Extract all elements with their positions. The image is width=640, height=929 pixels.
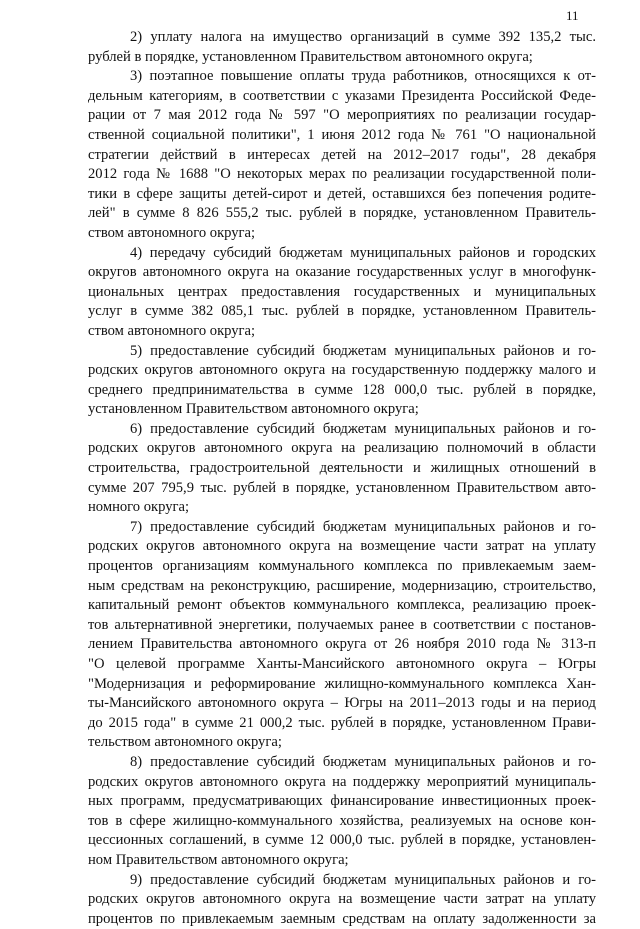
text-line: ственной социальной политики", 1 июня 2012 года № 761 "О национальной — [88, 126, 596, 143]
text-line: 6) предоставление субсидий бюджетам муниципальных районов и го- — [130, 420, 596, 437]
text-line: тов альтернативной энергетики, получаемых ранее в соответствии с постанов- — [88, 616, 596, 633]
text-line: процентов по привлекаемым заемным средствам на оплату задолженности за — [88, 910, 596, 927]
text-line: процентов организациям коммунального комплекса по привлекаемым заем- — [88, 558, 596, 575]
text-line: лением Правительства автономного округа от 26 ноября 2010 года № 313-п — [88, 636, 596, 653]
text-line: до 2015 года" в сумме 21 000,2 тыс. рублей в порядке, установленном Прави- — [88, 714, 596, 731]
text-line: ном Правительством автономного округа; — [88, 851, 349, 868]
text-line: тики в сфере защиты детей-сирот и детей, оставшихся без попечения родите- — [88, 185, 596, 202]
text-line: родских округов автономного округа на реализацию полномочий в области — [88, 440, 596, 457]
text-line: 3) поэтапное повышение оплаты труда работников, относящихся к от- — [130, 68, 596, 85]
text-line: родских округов автономного округа на возмещение части затрат на уплату — [88, 891, 596, 908]
text-line: ты-Мансийского автономного округа – Югры на 2011–2013 годы и на период — [88, 695, 596, 712]
text-line: родских округов автономного округа на поддержку мероприятий муниципаль- — [88, 773, 596, 790]
page-number: 11 — [566, 8, 579, 23]
text-line: родских округов автономного округа на возмещение части затрат на уплату — [88, 538, 596, 555]
text-line: 8) предоставление субсидий бюджетам муниципальных районов и го- — [130, 753, 596, 770]
text-line: тов в сфере жилищно-коммунального хозяйства, реализуемых на основе кон- — [88, 812, 596, 829]
text-line: родских округов автономного округа на государственную поддержку малого и — [88, 362, 596, 379]
text-line: услуг в сумме 382 085,1 тыс. рублей в порядке, установленном Правитель- — [88, 303, 596, 320]
document-body — [88, 28, 596, 929]
text-line: округов автономного округа на оказание государственных услуг в многофунк- — [88, 264, 596, 281]
text-line: "О целевой программе Ханты-Мансийского автономного округа – Югры — [88, 656, 596, 672]
text-line: ством автономного округа; — [88, 322, 256, 339]
text-line: строительства, градостроительной деятельности и жилищных отношений в — [88, 460, 596, 477]
text-line: 2) уплату налога на имущество организаций в сумме 392 135,2 тыс. — [130, 29, 596, 45]
text-line: капитальный ремонт объектов коммунального комплекса, реализацию проек- — [88, 597, 596, 614]
text-line: "Модернизация и реформирование жилищно-коммунального комплекса Хан- — [88, 675, 596, 692]
text-line: номного округа; — [88, 499, 190, 516]
text-line: 7) предоставление субсидий бюджетам муниципальных районов и го- — [130, 518, 596, 535]
text-line: рублей в порядке, установленном Правительством автономного округа; — [88, 48, 533, 65]
text-line: цессионных соглашений, в сумме 12 000,0 тыс. рублей в порядке, установлен- — [88, 832, 596, 849]
text-line: сумме 207 795,9 тыс. рублей в порядке, установленном Правительством авто- — [88, 479, 596, 496]
text-line: 2012 года № 1688 "О некоторых мерах по реализации государственной поли- — [88, 166, 596, 183]
text-line: ным средствам на реконструкцию, расширение, модернизацию, строительство, — [88, 577, 596, 594]
text-line: установленном Правительством автономного округа; — [88, 401, 419, 418]
text-line: среднего предпринимательства в сумме 128 000,0 тыс. рублей в порядке, — [88, 381, 596, 398]
text-line: тельством автономного округа; — [88, 734, 282, 751]
text-line: дельным категориям, в соответствии с указами Президента Российской Феде- — [88, 87, 596, 104]
text-line: ством автономного округа; — [88, 224, 256, 241]
text-line: 9) предоставление субсидий бюджетам муниципальных районов и го- — [130, 871, 596, 888]
text-line: циональных центрах предоставления государственных и муниципальных — [88, 283, 596, 300]
text-line: ных программ, предусматривающих финансирование инвестиционных проек- — [88, 793, 596, 810]
text-line: 5) предоставление субсидий бюджетам муниципальных районов и го- — [130, 342, 596, 359]
text-line: лей" в сумме 8 826 555,2 тыс. рублей в порядке, установленном Правитель- — [88, 205, 596, 222]
text-line: стратегии действий в интересах детей на 2012–2017 годы", 28 декабря — [88, 146, 596, 163]
text-line: 4) передачу субсидий бюджетам муниципальных районов и городских — [130, 244, 596, 261]
text-line: рации от 7 мая 2012 года № 597 "О мероприятиях по реализации государ- — [88, 107, 596, 124]
